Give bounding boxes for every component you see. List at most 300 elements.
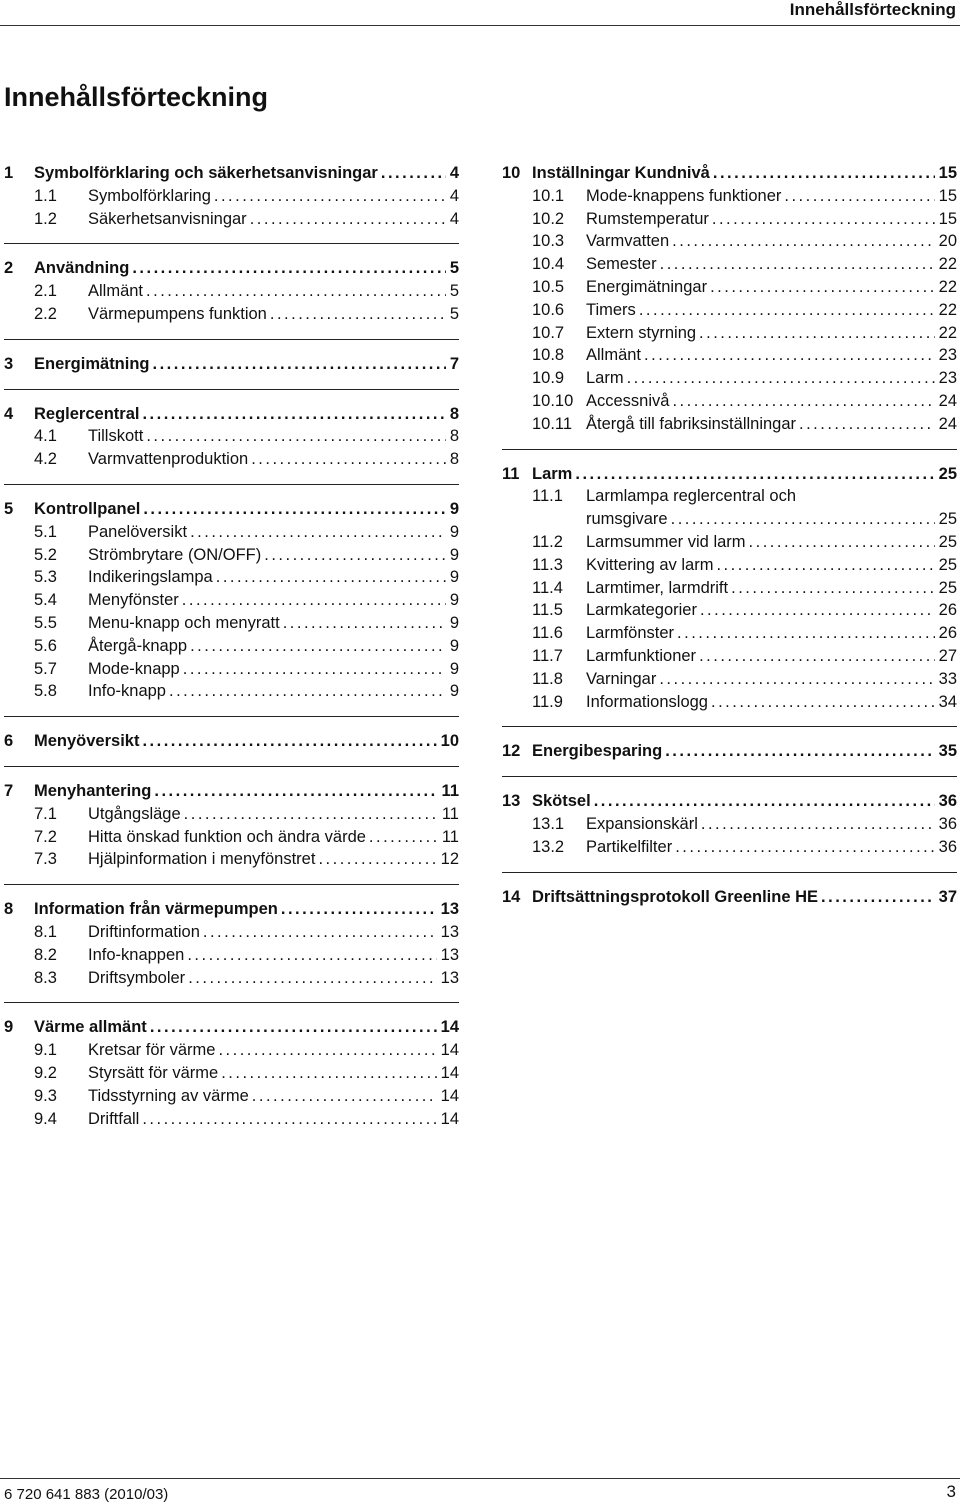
toc-leader-dots: [665, 740, 934, 763]
toc-entry-number: 2.2: [34, 304, 57, 323]
toc-entry-number: 8.2: [34, 945, 57, 964]
toc-entry-page: 26: [938, 624, 957, 643]
toc-subsection-entry[interactable]: [4, 1108, 459, 1131]
toc-entry-title: Utgångsläge: [88, 804, 181, 823]
toc-leader-dots: [699, 645, 935, 668]
toc-entry-title: Tidsstyrning av värme: [88, 1086, 249, 1105]
toc-subsection-entry[interactable]: [502, 577, 957, 600]
toc-leader-dots: [369, 826, 438, 849]
toc-subsection-entry[interactable]: [502, 485, 957, 508]
toc-leader-dots: [190, 521, 446, 544]
toc-subsection-entry[interactable]: [4, 1085, 459, 1108]
toc-chapter-entry[interactable]: [502, 886, 957, 909]
toc-entry-title: Styrsätt för värme: [88, 1063, 219, 1082]
toc-entry-title: Driftsättningsprotokoll Greenline HE: [532, 887, 819, 906]
toc-entry-title: Larm: [532, 464, 573, 483]
toc-entry-page: 22: [938, 255, 957, 274]
toc-entry-number: 5.7: [34, 659, 57, 678]
toc-entry-page: 11: [441, 804, 459, 823]
toc-entry-page: 9: [449, 545, 459, 564]
toc-leader-dots: [169, 680, 446, 703]
toc-entry-title: Larmkategorier: [586, 601, 697, 620]
toc-entry-number: 10.5: [532, 277, 565, 296]
toc-section: [4, 390, 459, 485]
toc-entry-title: Kretsar för värme: [88, 1041, 216, 1060]
toc-leader-dots: [143, 498, 445, 521]
toc-entry-number: 7.2: [34, 827, 57, 846]
toc-subsection-entry[interactable]: [502, 813, 957, 836]
toc-entry-title: Panelöversikt: [88, 522, 188, 541]
toc-leader-dots: [675, 836, 934, 859]
toc-entry-number: 5.6: [34, 636, 57, 655]
toc-entry-page: 22: [938, 323, 957, 342]
toc-subsection-entry[interactable]: [4, 921, 459, 944]
toc-leader-dots: [150, 1016, 437, 1039]
toc-leader-dots: [216, 566, 446, 589]
toc-entry-page: 5: [449, 304, 459, 323]
toc-subsection-entry[interactable]: [502, 691, 957, 714]
toc-entry-page: 25: [938, 578, 957, 597]
toc-subsection-entry[interactable]: [502, 367, 957, 390]
toc-entry-number: 5.8: [34, 682, 57, 701]
toc-subsection-entry[interactable]: [502, 344, 957, 367]
toc-entry-title: Säkerhetsanvisningar: [88, 209, 247, 228]
toc-entry-title: Inställningar Kundnivå: [532, 164, 710, 182]
toc-entry-number: 8.1: [34, 922, 57, 941]
toc-entry-number: 5.2: [34, 545, 57, 564]
toc-entry-number: 13.2: [532, 837, 565, 856]
toc-subsection-entry[interactable]: [502, 531, 957, 554]
toc-subsection-entry[interactable]: [502, 208, 957, 231]
toc-entry-number: 5.4: [34, 591, 57, 610]
toc-leader-dots: [252, 1085, 437, 1108]
toc-leader-dots: [187, 944, 436, 967]
toc-entry-title: Expansionskärl: [586, 814, 698, 833]
toc-leader-dots: [250, 208, 446, 231]
toc-subsection-entry[interactable]: [502, 836, 957, 859]
toc-entry-number: 11.2: [532, 532, 563, 551]
toc-leader-dots: [575, 463, 934, 486]
toc-leader-dots: [214, 185, 446, 208]
toc-entry-number: 10.1: [532, 186, 565, 205]
toc-entry-title: Menu-knapp och menyratt: [88, 613, 280, 632]
toc-entry-page: 36: [938, 792, 957, 811]
toc-leader-dots: [283, 612, 446, 635]
toc-entry-title: Info-knapp: [88, 682, 166, 701]
toc-entry-title: Återgå till fabriksinställningar: [586, 414, 797, 433]
toc-entry-page: 25: [938, 532, 957, 551]
toc-section: [502, 450, 957, 728]
running-header-title: Innehållsförteckning: [789, 0, 956, 19]
toc-entry-title: Mode-knappens funktioner: [586, 186, 782, 205]
toc-entry-title: Larm: [586, 369, 624, 388]
toc-entry-number: 5.1: [34, 522, 57, 541]
toc-subsection-entry[interactable]: [4, 185, 459, 208]
toc-entry-page: 9: [449, 659, 459, 678]
toc-entry-title: Extern styrning: [586, 323, 697, 342]
toc-subsection-entry[interactable]: [4, 544, 459, 567]
toc-leader-dots: [710, 276, 935, 299]
toc-entry-number: 11.9: [532, 692, 563, 711]
toc-entry-number: 4.2: [34, 450, 57, 469]
toc-entry-page: 9: [449, 522, 459, 541]
toc-entry-page: 9: [449, 568, 459, 587]
toc-entry-page: 9: [449, 636, 459, 655]
toc-subsection-entry[interactable]: [4, 589, 459, 612]
toc-subsection-entry[interactable]: [4, 208, 459, 231]
toc-section: [4, 340, 459, 390]
toc-entry-page: 25: [938, 510, 957, 529]
toc-leader-dots: [594, 790, 935, 813]
toc-entry-title: Reglercentral: [34, 404, 140, 423]
toc-entry-title: Menyhantering: [34, 781, 152, 800]
toc-entry-number: 14: [502, 887, 521, 906]
toc-section: [4, 717, 459, 767]
toc-leader-dots: [184, 803, 438, 826]
toc-entry-page: 5: [449, 282, 459, 301]
toc-entry-title: Symbolförklaring: [88, 186, 211, 205]
toc-entry-page: 11: [441, 827, 459, 846]
toc-subsection-entry[interactable]: [502, 185, 957, 208]
toc-entry-page: 37: [938, 887, 957, 906]
toc-entry-title: Symbolförklaring och säkerhetsanvisningar: [34, 164, 378, 182]
toc-chapter-entry[interactable]: [4, 730, 459, 753]
toc-subsection-entry[interactable]: [4, 303, 459, 326]
toc-entry-number: 5: [4, 499, 14, 518]
toc-entry-page: 9: [449, 499, 459, 518]
toc-entry-title: Energibesparing: [532, 742, 663, 761]
toc-subsection-entry[interactable]: [4, 635, 459, 658]
toc-entry-number: 10.11: [532, 414, 573, 433]
toc-entry-page: 24: [938, 391, 957, 410]
toc-subsection-entry[interactable]: [4, 848, 459, 871]
toc-entry-page: 20: [938, 232, 957, 251]
toc-entry-title: Indikeringslampa: [88, 568, 213, 587]
toc-leader-dots: [154, 780, 437, 803]
toc-entry-page: 24: [938, 414, 957, 433]
toc-section: [502, 162, 957, 450]
toc-entry-title: Information från värmepumpen: [34, 900, 278, 919]
toc-entry-page: 23: [938, 346, 957, 365]
toc-leader-dots: [146, 425, 446, 448]
toc-entry-page: 8: [449, 404, 459, 423]
toc-entry-page: 4: [449, 209, 459, 228]
toc-entry-page: 13: [440, 945, 459, 964]
toc-entry-page: 15: [938, 186, 957, 205]
toc-entry-page: 35: [938, 742, 957, 761]
toc-leader-dots: [281, 898, 437, 921]
toc-subsection-entry[interactable]: [4, 448, 459, 471]
toc-entry-number: 9: [4, 1018, 14, 1037]
toc-leader-dots: [659, 668, 934, 691]
toc-entry-number: 9.3: [34, 1086, 57, 1105]
toc-chapter-entry[interactable]: [4, 162, 459, 185]
toc-entry-title: Strömbrytare (ON/OFF): [88, 545, 262, 564]
toc-entry-title: Användning: [34, 259, 130, 278]
toc-entry-number: 9.4: [34, 1109, 57, 1128]
toc-entry-number: 13: [502, 792, 521, 811]
toc-entry-page: 10: [440, 732, 459, 751]
toc-entry-number: 10.7: [532, 323, 565, 342]
page-number: 3: [946, 1482, 956, 1501]
toc-entry-number: 11.1: [532, 487, 563, 506]
toc-entry-title: Varningar: [586, 669, 657, 688]
toc-entry-page: 14: [440, 1086, 459, 1105]
toc-entry-number: 10.8: [532, 346, 565, 365]
toc-chapter-entry[interactable]: [502, 790, 957, 813]
toc-entry-title: Kontrollpanel: [34, 499, 141, 518]
toc-entry-title: Mode-knapp: [88, 659, 180, 678]
toc-entry-number: 10.3: [532, 232, 565, 251]
toc-section: [4, 1003, 459, 1143]
toc-leader-dots: [146, 280, 446, 303]
toc-section: [4, 244, 459, 339]
toc-entry-page: 22: [938, 277, 957, 296]
toc-leader-dots: [731, 577, 935, 600]
toc-chapter-entry[interactable]: [4, 403, 459, 426]
toc-subsection-entry[interactable]: [502, 390, 957, 413]
page-title: Innehållsförteckning: [4, 82, 269, 112]
toc-entry-title: Menyfönster: [88, 591, 179, 610]
toc-subsection-entry[interactable]: [502, 230, 957, 253]
toc-entry-page: 7: [449, 354, 459, 373]
toc-entry-number: 2.1: [34, 282, 57, 301]
toc-entry-number: 9.2: [34, 1063, 57, 1082]
toc-entry-number: 11.3: [532, 555, 563, 574]
toc-chapter-entry[interactable]: [4, 257, 459, 280]
toc-subsection-entry[interactable]: [4, 425, 459, 448]
toc-subsection-entry[interactable]: [502, 622, 957, 645]
toc-subsection-entry[interactable]: [4, 680, 459, 703]
toc-leader-dots: [218, 1039, 436, 1062]
toc-section: [4, 885, 459, 1003]
toc-subsection-entry[interactable]: [4, 1039, 459, 1062]
toc-entry-title: Larmtimer, larmdrift: [586, 578, 729, 597]
toc-leader-dots: [672, 390, 934, 413]
toc-chapter-entry[interactable]: [502, 740, 957, 763]
toc-entry-title: Varmvattenproduktion: [88, 450, 249, 469]
toc-subsection-entry[interactable]: [4, 521, 459, 544]
toc-subsection-entry[interactable]: [502, 322, 957, 345]
toc-entry-page: 15: [938, 164, 957, 182]
toc-entry-page: 9: [449, 591, 459, 610]
toc-leader-dots: [381, 162, 446, 185]
toc-entry-title: Kvittering av larm: [586, 555, 714, 574]
toc-entry-number: 10.6: [532, 300, 565, 319]
toc-entry-number: 7.3: [34, 850, 57, 869]
toc-entry-page: 33: [938, 669, 957, 688]
toc-entry-title: Allmänt: [88, 282, 144, 301]
toc-entry-title: Energimätningar: [586, 277, 708, 296]
footer-rule: [0, 1478, 960, 1479]
toc-chapter-entry[interactable]: [4, 898, 459, 921]
toc-subsection-entry[interactable]: [4, 967, 459, 990]
toc-subsection-entry[interactable]: [502, 299, 957, 322]
toc-leader-dots: [627, 367, 935, 390]
toc-subsection-entry[interactable]: [4, 826, 459, 849]
toc-entry-number: 4: [4, 404, 14, 423]
toc-entry-page: 27: [938, 646, 957, 665]
toc-entry-page: 36: [938, 837, 957, 856]
toc-entry-number: 10.9: [532, 369, 565, 388]
toc-subsection-entry[interactable]: [502, 276, 957, 299]
toc-leader-dots: [221, 1062, 436, 1085]
toc-leader-dots: [699, 322, 935, 345]
toc-chapter-entry[interactable]: [502, 463, 957, 486]
toc-entry-page: 15: [938, 209, 957, 228]
toc-entry-page: 8: [449, 427, 459, 446]
toc-entry-number: 10.4: [532, 255, 565, 274]
toc-leader-dots: [712, 208, 935, 231]
toc-entry-number: 11.7: [532, 646, 563, 665]
toc-section: [502, 727, 957, 777]
toc-entry-number: 4.1: [34, 427, 57, 446]
toc-subsection-entry[interactable]: [4, 658, 459, 681]
toc-entry-page: 5: [449, 259, 459, 278]
toc-entry-title: Hjälpinformation i menyfönstret: [88, 850, 316, 869]
toc-section: [4, 162, 459, 244]
toc-entry-title: Varmvatten: [586, 232, 670, 251]
toc-entry-page: 13: [440, 900, 459, 919]
toc-entry-page: 4: [449, 186, 459, 205]
toc-entry-title: Semester: [586, 255, 657, 274]
toc-entry-number: 10: [502, 164, 521, 182]
toc-entry-number: 11.6: [532, 624, 563, 643]
toc-entry-title: Rumstemperatur: [586, 209, 709, 228]
toc-entry-title: Energimätning: [34, 354, 150, 373]
toc-entry-title: Driftfall: [88, 1109, 140, 1128]
toc-entry-number: 5.5: [34, 613, 57, 632]
toc-leader-dots: [182, 589, 446, 612]
toc-subsection-entry[interactable]: [502, 253, 957, 276]
toc-entry-number: 8.3: [34, 968, 57, 987]
toc-leader-dots: [644, 344, 935, 367]
toc-entry-number: 1: [4, 164, 14, 182]
toc-leader-dots: [153, 353, 446, 376]
toc-subsection-entry[interactable]: [4, 612, 459, 635]
toc-entry-title: Partikelfilter: [586, 837, 673, 856]
toc-entry-title: Larmfunktioner: [586, 646, 697, 665]
toc-entry-page: 4: [449, 164, 459, 182]
toc-leader-dots: [188, 967, 436, 990]
document-number: 6 720 641 883 (2010/03): [4, 1486, 169, 1503]
toc-subsection-entry[interactable]: [4, 944, 459, 967]
toc-chapter-entry[interactable]: [502, 162, 957, 185]
toc-section: [502, 873, 957, 922]
toc-entry-title: Tillskott: [88, 427, 144, 446]
toc-section: [4, 767, 459, 885]
toc-entry-title: Värme allmänt: [34, 1018, 147, 1037]
toc-entry-number: 11.5: [532, 601, 563, 620]
toc-entry-title: Värmepumpens funktion: [88, 304, 267, 323]
toc-entry-title: Återgå-knapp: [88, 636, 188, 655]
toc-subsection-continuation[interactable]: [502, 508, 957, 531]
toc-leader-dots: [142, 1108, 436, 1131]
toc-entry-page: 34: [938, 692, 957, 711]
toc-entry-title: Hitta önskad funktion och ändra värde: [88, 827, 366, 846]
toc-leader-dots: [639, 299, 935, 322]
toc-chapter-entry[interactable]: [4, 498, 459, 521]
toc-entry-page: 14: [440, 1063, 459, 1082]
toc-entry-number: 1.2: [34, 209, 57, 228]
toc-leader-dots: [203, 921, 437, 944]
toc-leader-dots: [318, 848, 436, 871]
toc-left-column: [4, 162, 459, 1143]
toc-entry-page: 13: [440, 922, 459, 941]
toc-entry-number: 10.10: [532, 391, 574, 410]
toc-entry-page: 11: [441, 781, 459, 800]
toc-entry-title: Larmfönster: [586, 624, 675, 643]
toc-subsection-entry[interactable]: [4, 566, 459, 589]
toc-leader-dots: [711, 691, 935, 714]
toc-leader-dots: [142, 730, 436, 753]
toc-entry-title: Allmänt: [586, 346, 642, 365]
toc-chapter-entry[interactable]: [4, 353, 459, 376]
toc-subsection-entry[interactable]: [4, 280, 459, 303]
toc-subsection-entry[interactable]: [502, 554, 957, 577]
toc-entry-page: 22: [938, 300, 957, 319]
toc-entry-title: Larmsummer vid larm: [586, 532, 746, 551]
toc-leader-dots: [660, 253, 935, 276]
toc-subsection-entry[interactable]: [502, 413, 957, 436]
toc-entry-page: 26: [938, 601, 957, 620]
toc-entry-number: 11.8: [532, 669, 563, 688]
toc-entry-title: Driftinformation: [88, 922, 200, 941]
toc-leader-dots: [784, 185, 934, 208]
toc-entry-number: 5.3: [34, 568, 57, 587]
toc-entry-page: 13: [440, 968, 459, 987]
toc-leader-dots: [701, 813, 935, 836]
toc-entry-number: 1.1: [34, 186, 57, 205]
toc-chapter-entry[interactable]: [4, 780, 459, 803]
toc-entry-page: 14: [440, 1041, 459, 1060]
toc-leader-dots: [264, 544, 446, 567]
toc-entry-number: 7: [4, 781, 14, 800]
toc-leader-dots: [799, 413, 935, 436]
toc-subsection-entry[interactable]: [4, 1062, 459, 1085]
toc-leader-dots: [821, 886, 935, 909]
toc-entry-page: 25: [938, 464, 957, 483]
toc-entry-page: 14: [440, 1109, 459, 1128]
toc-subsection-entry[interactable]: [502, 668, 957, 691]
toc-leader-dots: [190, 635, 446, 658]
toc-leader-dots: [716, 554, 934, 577]
toc-entry-page: 9: [449, 682, 459, 701]
toc-leader-dots: [142, 403, 445, 426]
header-rule: [0, 25, 960, 26]
toc-entry-title: Timers: [586, 300, 636, 319]
toc-entry-title: Accessnivå: [586, 391, 670, 410]
toc-entry-page: 12: [440, 850, 459, 869]
toc-subsection-entry[interactable]: [502, 599, 957, 622]
toc-subsection-entry[interactable]: [4, 803, 459, 826]
toc-entry-page: 36: [938, 814, 957, 833]
toc-leader-dots: [749, 531, 935, 554]
toc-entry-page: 23: [938, 369, 957, 388]
toc-leader-dots: [251, 448, 446, 471]
toc-entry-number: 13.1: [532, 814, 565, 833]
toc-entry-title: Menyöversikt: [34, 732, 140, 751]
toc-leader-dots: [671, 508, 935, 531]
toc-leader-dots: [713, 162, 935, 185]
toc-entry-page: 8: [449, 450, 459, 469]
toc-entry-title: Driftsymboler: [88, 968, 186, 987]
toc-chapter-entry[interactable]: [4, 1016, 459, 1039]
toc-entry-number: 10.2: [532, 209, 565, 228]
toc-entry-title: Larmlampa reglercentral och: [586, 487, 797, 506]
toc-subsection-entry[interactable]: [502, 645, 957, 668]
toc-entry-number: 3: [4, 354, 14, 373]
